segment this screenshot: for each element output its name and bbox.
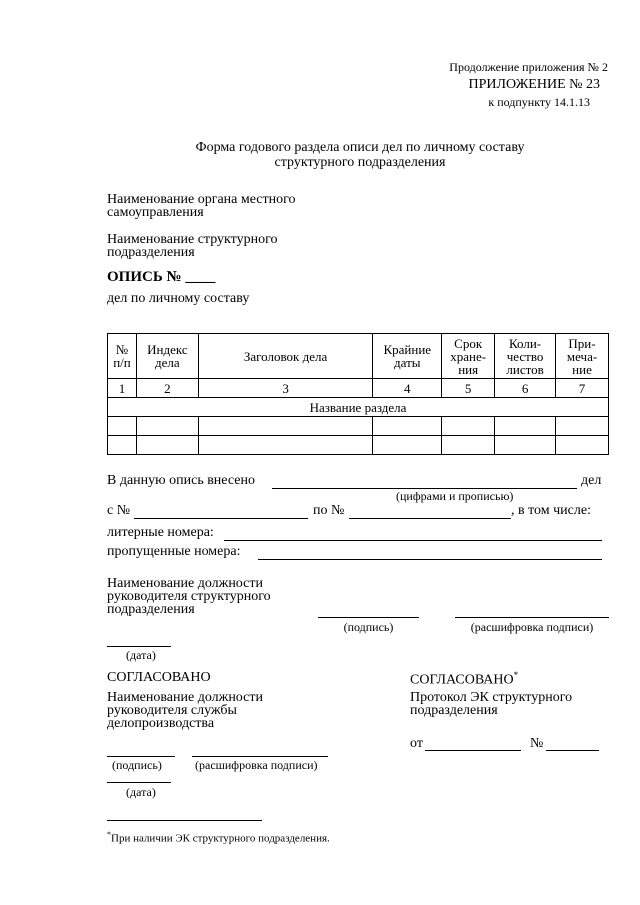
head-date-line (107, 646, 171, 647)
agreed-right-line1: Протокол ЭК структурного (410, 690, 573, 705)
head-position-line1: Наименование должности (107, 576, 263, 591)
digits-hint: (цифрами и прописью) (396, 489, 514, 503)
agreed-right-footnote-mark: * (513, 670, 519, 680)
header-cell-dates: Крайние даты (373, 334, 442, 379)
missing-numbers-line (258, 559, 602, 560)
header-cell-retention: Срок хране- ния (442, 334, 495, 379)
form-title-line2: структурного подразделения (274, 155, 446, 170)
agreed-left-date-line (107, 782, 171, 783)
inventory-table (107, 333, 609, 455)
table-cell (136, 436, 198, 455)
column-number: 1 (108, 379, 137, 398)
from-number-label: с № (107, 503, 131, 518)
appendix-number: ПРИЛОЖЕНИЕ № 23 (468, 77, 600, 92)
protocol-number-label: № (530, 736, 544, 751)
table-cell (198, 417, 372, 436)
table-number-row (108, 379, 609, 398)
head-decoding-caption: (расшифровка подписи) (470, 620, 594, 634)
including-label: , в том числе: (511, 503, 591, 518)
letter-numbers-line (224, 540, 602, 541)
footnote-mark: * (107, 830, 111, 839)
agreed-right-title: СОГЛАСОВАНО* (410, 670, 519, 688)
table-cell (556, 436, 609, 455)
header-cell-notes: При- меча- ние (556, 334, 609, 379)
missing-numbers-label: пропущенные номера: (107, 544, 241, 559)
cases-unit: дел (581, 473, 602, 488)
table-header-row (108, 334, 609, 379)
table-cell (556, 417, 609, 436)
head-signature-line (318, 617, 419, 618)
appendix-reference: к подпункту 14.1.13 (488, 95, 590, 109)
agreed-right-line2: подразделения (410, 703, 498, 718)
footnote-text: При наличии ЭК структурного подразделения. (111, 832, 330, 845)
column-number: 2 (136, 379, 198, 398)
head-position-line3: подразделения (107, 602, 195, 617)
column-number: 3 (198, 379, 372, 398)
column-number: 7 (556, 379, 609, 398)
entered-label: В данную опись внесено (107, 473, 255, 488)
agreed-left-decoding-line (192, 756, 328, 757)
head-date-caption: (дата) (126, 648, 156, 662)
opis-heading: ОПИСЬ № ____ (107, 269, 216, 285)
unit-label-line1: Наименование структурного (107, 232, 278, 247)
letter-numbers-label: литерные номера: (107, 525, 214, 540)
head-decoding-line (455, 617, 609, 618)
header-cell-index: Индекс дела (136, 334, 198, 379)
footnote (107, 830, 330, 845)
agreed-left-decoding-caption: (расшифровка подписи) (195, 758, 318, 772)
table-cell (373, 417, 442, 436)
section-name: Название раздела (108, 398, 609, 417)
agreed-left-line1: Наименование должности (107, 690, 263, 705)
protocol-from-label: от (410, 736, 423, 751)
column-number: 6 (495, 379, 556, 398)
header-cell-title: Заголовок дела (198, 334, 372, 379)
head-signature-caption: (подпись) (343, 620, 394, 634)
table-cell (442, 417, 495, 436)
agreed-left-line2: руководителя службы (107, 703, 237, 718)
table-row (108, 417, 609, 436)
agreed-left-title: СОГЛАСОВАНО (107, 670, 211, 685)
head-position-line2: руководителя структурного (107, 589, 271, 604)
org-label-line2: самоуправления (107, 205, 204, 220)
table-cell (495, 417, 556, 436)
form-title-line1: Форма годового раздела описи дел по личному составу (195, 140, 525, 155)
section-row (108, 398, 609, 417)
table-cell (136, 417, 198, 436)
table-cell (373, 436, 442, 455)
header-cell-sheets: Коли- чество листов (495, 334, 556, 379)
column-number: 4 (373, 379, 442, 398)
table-cell (108, 436, 137, 455)
agreed-left-signature-line (107, 756, 175, 757)
continuation-note: Продолжение приложения № 2 (449, 60, 608, 74)
to-number-line (349, 518, 511, 519)
from-number-line (134, 518, 308, 519)
opis-subheading: дел по личному составу (107, 291, 250, 306)
footnote-separator (107, 820, 262, 821)
column-number: 5 (442, 379, 495, 398)
unit-label-line2: подразделения (107, 245, 195, 260)
agreed-left-signature-caption: (подпись) (112, 758, 162, 772)
table-cell (442, 436, 495, 455)
table-cell (108, 417, 137, 436)
agreed-left-date-caption: (дата) (126, 785, 156, 799)
header-cell-number: № п/п (108, 334, 137, 379)
protocol-number-line (546, 750, 599, 751)
table-row (108, 436, 609, 455)
table-cell (495, 436, 556, 455)
table-cell (198, 436, 372, 455)
protocol-date-line (425, 750, 521, 751)
org-label-line1: Наименование органа местного (107, 192, 296, 207)
to-number-label: по № (313, 503, 345, 518)
agreed-left-line3: делопроизводства (107, 716, 215, 731)
